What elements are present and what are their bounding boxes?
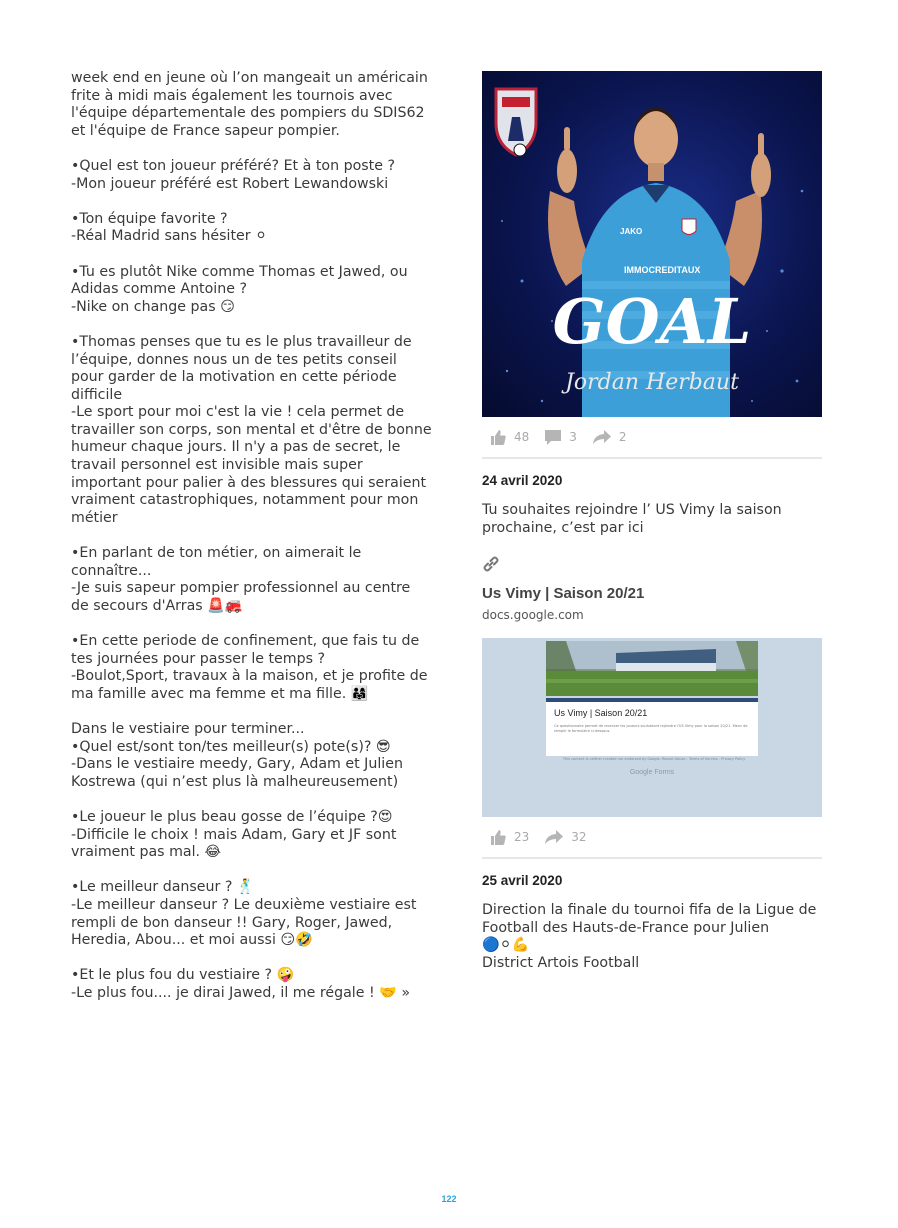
- form-title: Us Vimy | Saison 20/21: [554, 708, 648, 719]
- club-crest-icon: [496, 89, 536, 156]
- text-line: tes journées pour passer le temps ?: [71, 650, 326, 667]
- text-line: difficile: [71, 386, 123, 403]
- goal-post: [482, 71, 822, 459]
- like-count: 48: [514, 430, 530, 444]
- like-stat[interactable]: [490, 830, 529, 845]
- interview-paragraph: [71, 211, 416, 246]
- comment-icon: [545, 430, 561, 445]
- text-line: -Le plus fou.... je dirai Jawed, il me régale ! 🤝 »: [71, 984, 411, 1001]
- text-line: Tu souhaites rejoindre l’ US Vimy la saison: [482, 502, 782, 518]
- post-stats: [482, 417, 822, 459]
- text-line: week end en jeune où l’on mangeait un américain: [71, 70, 428, 86]
- text-line: •Le meilleur danseur ? 🕺: [71, 879, 255, 896]
- player-name-text: Jordan Herbaut: [565, 370, 739, 395]
- form-body: [546, 698, 758, 756]
- goal-text: GOAL: [552, 285, 752, 358]
- text-line: prochaine, c’est par ici: [482, 519, 644, 536]
- text-line: ma famille avec ma femme et ma fille. 👨‍👩‍👧: [71, 685, 369, 702]
- text-line: •Et le plus fou du vestiaire ? 🤪: [71, 967, 295, 984]
- text-line: •En parlant de ton métier, on aimerait le: [71, 545, 362, 562]
- text-line: humeur chaque jours. Il n'y a pas de secret, le: [71, 439, 401, 456]
- fifa-tournament-post: [482, 873, 822, 972]
- text-line: -Mon joueur préféré est Robert Lewandowski: [71, 175, 389, 192]
- text-line: •Ton équipe favorite ?: [71, 210, 228, 227]
- link-title[interactable]: Us Vimy | Saison 20/21: [482, 585, 645, 603]
- share-count: 32: [571, 830, 587, 845]
- text-line: Adidas comme Antoine ?: [71, 281, 248, 298]
- interview-paragraph: [71, 879, 416, 949]
- text-line: Dans le vestiaire pour terminer...: [71, 720, 305, 737]
- text-line: -Dans le vestiaire meedy, Gary, Adam et Julien: [71, 756, 403, 773]
- share-stat[interactable]: [593, 430, 627, 444]
- text-line: -Réal Madrid sans hésiter ⚪: [71, 228, 267, 245]
- text-line: -Je suis sapeur pompier professionnel au centre: [71, 580, 411, 597]
- link-icon: [482, 555, 500, 573]
- text-line: pour garder de la motivation en cette période: [71, 369, 397, 386]
- interview-paragraph: [71, 809, 416, 862]
- share-arrow-icon: [545, 830, 563, 844]
- text-line: connaître...: [71, 562, 152, 579]
- text-line: -Le meilleur danseur ? Le deuxième vestiaire est: [71, 896, 417, 913]
- text-line: •Quel est/sont ton/tes meilleur(s) pote(s)? 😎: [71, 738, 391, 755]
- text-line: rempli de bon danseur !! Gary, Roger, Jawed,: [71, 914, 393, 931]
- text-line: Kostrewa (qui n’est plus là malheureusement): [71, 773, 399, 790]
- social-feed: [482, 71, 822, 973]
- text-line: et l'équipe de France sapeur pompier.: [71, 122, 340, 139]
- text-line: Football des Hauts-de-France pour Julien: [482, 919, 770, 936]
- text-line: travail personnel est invisible mais super: [71, 457, 363, 474]
- thumbs-up-icon: [490, 830, 506, 845]
- goal-poster-graphic: [482, 71, 822, 417]
- text-line: •Le joueur le plus beau gosse de l’équipe ?😍: [71, 808, 393, 825]
- text-line: -Boulot,Sport, travaux à la maison, et je profite de: [71, 668, 428, 685]
- text-line: vraiment catastrophiques, notamment pour mon: [71, 492, 419, 509]
- post-stats: [482, 817, 822, 859]
- text-line: -Nike on change pas 😏: [71, 298, 235, 315]
- form-description: Ce questionnaire permet de recenser les joueurs souhaitant rejoindre l'US Vimy pour la saison 20/21. Merci de remplir le formulaire ci-dessous.: [554, 724, 748, 734]
- interview-paragraph: [71, 333, 432, 528]
- post-text: [482, 902, 822, 972]
- post-text: [482, 502, 822, 537]
- svg-text:IMMOCREDITAUX: IMMOCREDITAUX: [624, 265, 701, 275]
- form-preview-image[interactable]: [482, 638, 822, 817]
- form-footer: This content is neither created nor endorsed by Google. Report Abuse - Terms of Service - Privacy Policy: [562, 757, 746, 762]
- share-count: 2: [618, 430, 627, 444]
- share-arrow-icon: [593, 430, 611, 444]
- page-number: 122: [441, 1194, 457, 1204]
- share-stat[interactable]: [545, 830, 586, 844]
- text-line: l'équipe départementale des pompiers du SDIS62: [71, 105, 425, 122]
- text-line: de secours d'Arras 🚨🚒: [71, 597, 243, 614]
- text-line: -Le sport pour moi c'est la vie ! cela permet de: [71, 404, 405, 421]
- text-line: •Tu es plutôt Nike comme Thomas et Jawed, ou: [71, 263, 408, 280]
- like-stat[interactable]: [490, 430, 529, 445]
- comment-stat[interactable]: [545, 430, 577, 445]
- text-line: important pour palier à des blessures qui seraient: [71, 474, 427, 491]
- interview-paragraph: [71, 633, 428, 703]
- text-line: l’équipe, donnes nous un de tes petits conseil: [71, 351, 397, 368]
- recruitment-post: [482, 473, 822, 859]
- text-line: Direction la finale du tournoi fifa de la Ligue de: [482, 902, 817, 919]
- goal-poster-image[interactable]: [482, 71, 822, 417]
- text-line: travailler son corps, son mental et d'être de bonne: [71, 421, 432, 438]
- thumbs-up-icon: [490, 430, 506, 445]
- post-date: 25 avril 2020: [482, 873, 563, 889]
- stadium-photo: [546, 641, 758, 696]
- link-domain: docs.google.com: [482, 608, 584, 623]
- text-line: •Thomas penses que tu es le plus travailleur de: [71, 333, 412, 350]
- like-count: 23: [514, 830, 530, 845]
- google-forms-logo: Google Forms: [629, 769, 675, 777]
- text-line: •Quel est ton joueur préféré? Et à ton poste ?: [71, 157, 395, 174]
- text-line: District Artois Football: [482, 954, 640, 971]
- interview-paragraph: [71, 70, 428, 140]
- interview-text: [71, 70, 432, 1020]
- text-line: Heredia, Abou... et moi aussi 😏🤣: [71, 932, 313, 949]
- text-line: vraiment pas mal. 😂: [71, 844, 222, 861]
- post-date: 24 avril 2020: [482, 473, 563, 488]
- interview-paragraph: [71, 264, 416, 317]
- form-card: [546, 641, 758, 756]
- text-line: métier: [71, 509, 118, 526]
- text-line: •En cette periode de confinement, que fais tu de: [71, 633, 420, 649]
- interview-paragraph: [71, 545, 416, 615]
- text-line: -Difficile le choix ! mais Adam, Gary et JF sont: [71, 826, 397, 843]
- svg-text:JAKO: JAKO: [620, 227, 643, 236]
- text-line: 🔵⚪💪: [482, 937, 530, 954]
- interview-paragraph: [71, 158, 416, 193]
- interview-paragraph: [71, 967, 416, 1002]
- interview-paragraph: [71, 721, 416, 791]
- comment-count: 3: [569, 430, 577, 444]
- text-line: frite à midi mais également les tournois avec: [71, 87, 393, 104]
